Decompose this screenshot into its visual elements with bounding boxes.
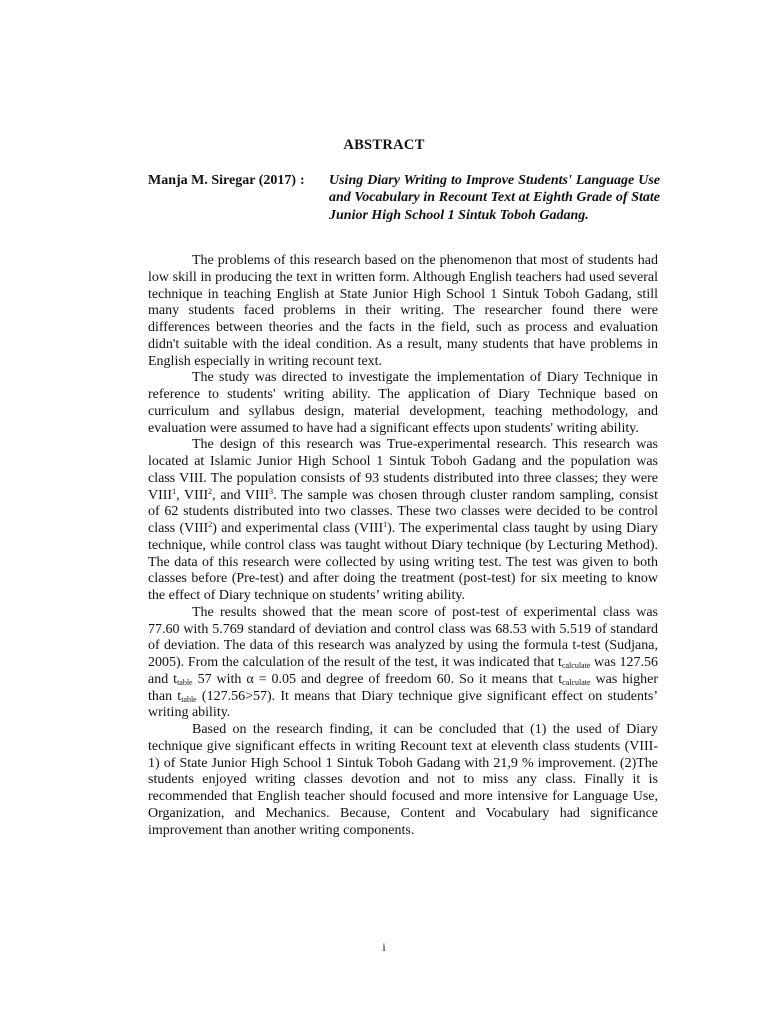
subscript-calculate-1: calculate: [561, 661, 591, 670]
p4-text-c: 57 with α = 0.05 and degree of freedom 60. So it means that t: [192, 671, 563, 687]
p3-text-b: , VIII: [176, 487, 209, 503]
p4-text-d: was higher than t: [148, 671, 658, 704]
superscript-2: 2: [208, 486, 213, 496]
citation-author-line: [148, 172, 305, 189]
p4-text-a: The results showed that the mean score of post-test of experimental class was 77.60 with 5.769 standard of deviation and control class was 68.53 with 5.519 of standard of deviation. The data of this research was analyzed by using the formula t-test (Sudjana, 2005). From the calculation of the result of the test, it was indicated that t: [148, 604, 658, 670]
subscript-table-1: table: [177, 677, 193, 687]
citation-block: [148, 172, 660, 224]
citation-title: Using Diary Writing to Improve Students' Language Use and Vocabulary in Recount Text at Eighth Grade of State Junior High School 1 Sintuk Toboh Gadang.: [329, 173, 660, 223]
paragraph-2: The study was directed to investigate the implementation of Diary Technique in reference to students' writing ability. The application of Diary Technique based on curriculum and syllabus design, material development, teaching methodology, and evaluation were assumed to have had a significant effects upon students' writing ability.: [148, 370, 658, 436]
p3-text-d: . The sample was chosen through cluster random sampling, consist of 62 students distributed into two classes. These two classes were decided to be control class (VIII: [148, 487, 659, 536]
citation-separator: :: [300, 173, 305, 188]
superscript-3: 3: [269, 486, 274, 496]
subscript-calculate-2: calculate: [562, 677, 591, 687]
p4-text-b: was 127.56 and t: [148, 655, 659, 687]
p3-text-a: The design of this research was True-experimental research. This research was located at Islamic Junior High School 1 Sintuk Toboh Gadang and the population was class VIII. The population consists of 93 students distributed into three classes; they were VIII: [148, 437, 658, 503]
p3-text-c: , and VIII: [212, 487, 270, 503]
paragraph-3: [148, 437, 658, 605]
paragraph-1: The problems of this research based on the phenomenon that most of students had low skill in producing the text in written form. Although English teachers had used several technique in teaching English at State Junior High School 1 Sintuk Toboh Gadang, still many students faced problems in their writing. The researcher found there were differences between theories and the facts in the field, such as process and evaluation didn't suitable with the ideal condition. As a result, many students that have problems in English especially in writing recount text.: [148, 253, 658, 369]
paragraph-4: [148, 605, 658, 722]
p3-text-e: ) and experimental class (VIII: [212, 521, 384, 536]
paragraph-5: Based on the research finding, it can be concluded that (1) the used of Diary technique give significant effects in writing Recount text at eleventh class students (VIII-1) of State Junior High School 1 Sintuk Toboh Gadang with 21,9 % improvement. (2)The students enjoyed writing classes devotion and not to miss any class. Finally it is recommended that English teacher should focused and more intensive for Language Use, Organization, and Mechanics. Because, Content and Vocabulary had significance improvement than another writing components.: [148, 722, 658, 838]
citation-author: Manja M. Siregar (2017): [148, 173, 297, 188]
abstract-body: [148, 253, 658, 839]
superscript-1: 1: [172, 486, 177, 496]
superscript-5: 1: [383, 520, 388, 529]
superscript-4: 2: [208, 520, 213, 529]
subscript-table-2: table: [181, 694, 197, 704]
page-number: i: [382, 940, 386, 954]
p4-text-e: (127.56>57). It means that Diary technique give significant effect on students’ writing ability.: [148, 688, 658, 721]
p3-text-f: ). The experimental class taught by using Diary technique, while control class was taught without Diary technique (by Lecturing Method). The data of this research were collected by using writing test. The test was given to both classes before (Pre-test) and after doing the treatment (post-test) for six meeting to know the effect of Diary technique on students’ writing ability.: [148, 521, 658, 603]
abstract-heading: ABSTRACT: [343, 137, 425, 153]
